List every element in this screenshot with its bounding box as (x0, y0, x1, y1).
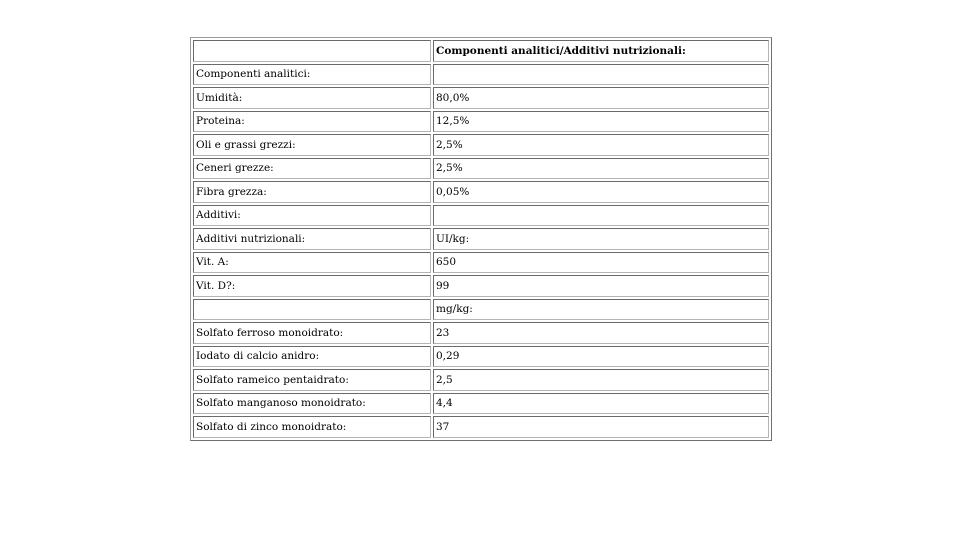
table-row (193, 111, 769, 133)
table-row (193, 134, 769, 156)
row-label: Solfato di zinco monoidrato: (193, 416, 431, 438)
table-header-title: Componenti analitici/Additivi nutrizionali: (433, 40, 769, 62)
row-label: Solfato manganoso monoidrato: (193, 393, 431, 415)
row-value: 4,4 (433, 393, 769, 415)
row-label: Iodato di calcio anidro: (193, 346, 431, 368)
table-row (193, 346, 769, 368)
row-label: Ceneri grezze: (193, 158, 431, 180)
row-value: 2,5% (433, 134, 769, 156)
row-label: Fibra grezza: (193, 181, 431, 203)
row-value: 0,29 (433, 346, 769, 368)
table-row (193, 87, 769, 109)
row-label (193, 299, 431, 321)
row-value: 2,5 (433, 369, 769, 391)
row-value: 0,05% (433, 181, 769, 203)
row-label: Vit. A: (193, 252, 431, 274)
table-row (193, 322, 769, 344)
row-label: Solfato rameico pentaidrato: (193, 369, 431, 391)
table-row (193, 181, 769, 203)
row-value: 99 (433, 275, 769, 297)
table-row (193, 393, 769, 415)
nutrition-table-body (193, 40, 769, 438)
table-header-row (193, 40, 769, 62)
row-value (433, 64, 769, 86)
table-row (193, 228, 769, 250)
row-value: UI/kg: (433, 228, 769, 250)
table-row (193, 369, 769, 391)
table-row (193, 64, 769, 86)
row-label: Vit. D?: (193, 275, 431, 297)
table-row (193, 252, 769, 274)
header-empty-cell (193, 40, 431, 62)
row-label: Solfato ferroso monoidrato: (193, 322, 431, 344)
nutrition-table (190, 37, 772, 441)
row-value: 37 (433, 416, 769, 438)
row-value: 23 (433, 322, 769, 344)
row-label: Oli e grassi grezzi: (193, 134, 431, 156)
row-label: Additivi: (193, 205, 431, 227)
row-value (433, 205, 769, 227)
table-row (193, 205, 769, 227)
table-row (193, 158, 769, 180)
row-value: 80,0% (433, 87, 769, 109)
table-row (193, 299, 769, 321)
row-value: 650 (433, 252, 769, 274)
row-label: Additivi nutrizionali: (193, 228, 431, 250)
row-value: 12,5% (433, 111, 769, 133)
table-row (193, 275, 769, 297)
row-label: Componenti analitici: (193, 64, 431, 86)
row-label: Umidità: (193, 87, 431, 109)
row-label: Proteina: (193, 111, 431, 133)
row-value: 2,5% (433, 158, 769, 180)
row-value: mg/kg: (433, 299, 769, 321)
table-row (193, 416, 769, 438)
